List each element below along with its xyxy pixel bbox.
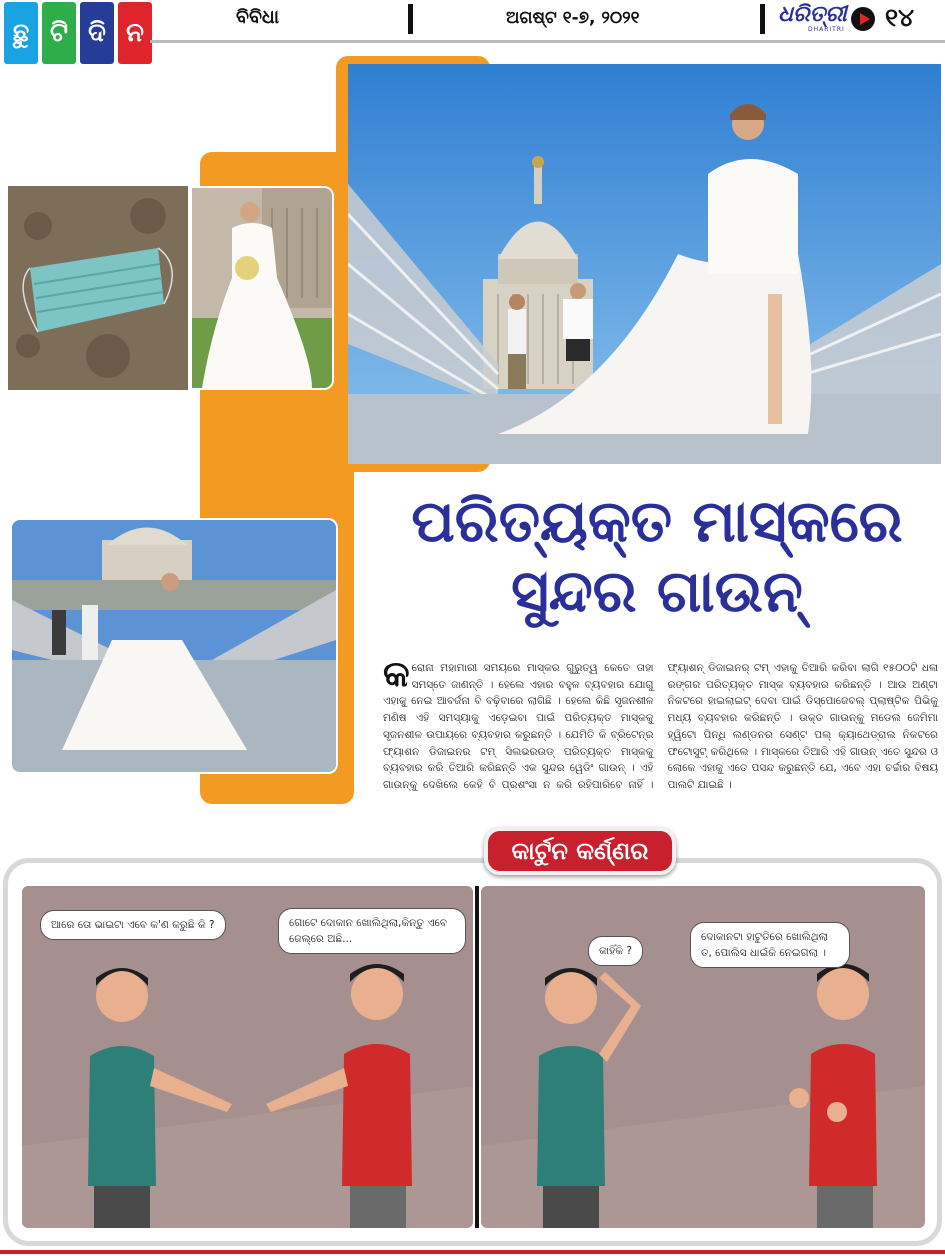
divider bbox=[408, 4, 413, 34]
brand-tile: ଦି bbox=[80, 2, 114, 64]
bridge-photo bbox=[10, 518, 338, 774]
brand-tile: ଛୁ bbox=[4, 2, 38, 64]
brand-tile: ନ bbox=[118, 2, 152, 64]
speech-bubble: ଆରେ ତୋ ଭାଇଟା ଏବେ କ'ଣ କରୁଛି କି ? bbox=[40, 910, 226, 940]
divider bbox=[150, 40, 945, 43]
speech-bubble: କାହିଁକି ? bbox=[588, 936, 643, 966]
speech-bubble: ଗୋଟେ ଦୋକାନ ଖୋଲିଥିଲା,କିନ୍ତୁ ଏବେ ଜେଲ୍‌ରେ ଅଛି... bbox=[278, 908, 466, 954]
divider bbox=[760, 4, 765, 34]
section-name: ବିବିଧା bbox=[236, 6, 280, 28]
main-photo bbox=[348, 64, 941, 464]
gown-photo bbox=[190, 186, 334, 390]
play-icon[interactable] bbox=[851, 7, 875, 31]
brand-tile: ଟି bbox=[42, 2, 76, 64]
article-body bbox=[383, 654, 938, 830]
page-number: ୧୪ bbox=[885, 3, 915, 32]
mask-photo bbox=[8, 186, 188, 390]
speech-bubble: ଦୋକାନଟା ହାଟୁତିରେ ଖୋଲିଥିଲା ତ, ପୋଲିସ ଧାଇଁକି ନେଇଗଲା । bbox=[690, 922, 850, 968]
divider bbox=[475, 886, 479, 1228]
headline-line: ପରିତ୍ୟକ୍ତ ମାସ୍କରେ bbox=[411, 487, 903, 555]
article-headline bbox=[372, 486, 942, 626]
drop-cap: କ bbox=[383, 654, 410, 695]
issue-date: ଅଗଷ୍ଟ ୧-୭, ୨୦୨୧ bbox=[506, 8, 640, 28]
publisher-tagline: DHARITRI bbox=[808, 26, 845, 33]
publisher-logo[interactable]: ଧରିତ୍ରୀ bbox=[778, 2, 847, 27]
divider bbox=[0, 1250, 945, 1254]
cartoon-heading: କାର୍ଟୁନ କର୍ଣ୍ଣର bbox=[484, 827, 676, 875]
brand-logo[interactable] bbox=[4, 2, 152, 64]
article-text: ରୋନା ମହାମାରୀ ସମୟରେ ମାସ୍କର ଗୁରୁତ୍ୱ କେତେ ତାହା ସମସ୍ତେ ଜାଣନ୍ତି । ହେଲେ ଏହାର ବହୁଳ ବ୍ୟବହାର ଯୋଗୁ ଏହାକୁ ନେଇ ଆବର୍ଜନା ବି ବଢ଼ିବାରେ ଲାଗିଛି । ହେଲେ କିଛି ସୃଜନଶୀଳ ମଣିଷ ଏହି ସମସ୍ୟାକୁ ଏଡ଼େଇବା ପାଇଁ ପରିତ୍ୟକ୍ତ ମାସ୍କକୁ ସୃଜନଶୀଳ ଉପାୟରେ ବ୍ୟବହାର କରୁଛନ୍ତି । ଯେମିତି କି ବ୍ରିଟେନ୍‌ର ଫ୍ୟାଶନ ଡିଜାଇନର ଟମ୍ ସିଲଭରଉଡ୍ ପରିତ୍ୟକ୍ତ ମାସ୍କକୁ ବ୍ୟବହାର କରି ତିଆରି କରିଛନ୍ତି ଏକ ସୁନ୍ଦର ୱେଡିଂ ଗାଉନ୍ । ଏହି ଗାଉନ୍‌କୁ ଦେଖିଲେ କେହି ବି ପ୍ରଶଂସା ନ କରି ରହିପାରିବେ ନାହିଁ । ଫ୍ୟାଶନ୍ ଡିଜାଇନର୍ ଟମ୍ ଏହାକୁ ତିଆରି କରିବା ଲାଗି ୧୫୦୦ଟି ଧଳା ରଙ୍ଗର ପରିତ୍ୟକ୍ତ ମାସ୍କ ବ୍ୟବହାର କରିଛନ୍ତି । ଆଉ ଅଣ୍ଟା ନିକଟରେ ହାଇଲାଇଟ୍ ଦେବା ପାଇଁ ଡିସ୍‌ପୋଜେବଲ୍ ପ୍ଲାଷ୍ଟିକ ପିଭିକୁ ମଧ୍ୟ ବ୍ୟବହାର କରିଛନ୍ତି । ଉକ୍ତ ଗାଉନ୍‌କୁ ମଡେଲ ଜେମିମା ହ୍ୱିଟୋ ପିନ୍ଧି ଲଣ୍ଡନର ସେଣ୍ଟ ପଲ୍ କ୍ୟାଥେଡ୍ରାଲ ନିକଟରେ ଫଟୋସୁଟ୍ କରିଥିଲେ । ମାସ୍କରେ ତିଆରି ଏହି ଗାଉନ୍ ଏତେ ସୁନ୍ଦର ଓ ଲୋକେ ଏହାକୁ ଏତେ ପସନ୍ଦ କରୁଛନ୍ତି ଯେ, ଏବେ ଏହା ଚର୍ଚ୍ଚାର ବିଷୟ ପାଲଟି ଯାଇଛି । bbox=[383, 662, 938, 791]
masthead bbox=[0, 0, 945, 46]
headline-line: ସୁନ୍ଦର ଗାଉନ୍ bbox=[511, 557, 803, 625]
